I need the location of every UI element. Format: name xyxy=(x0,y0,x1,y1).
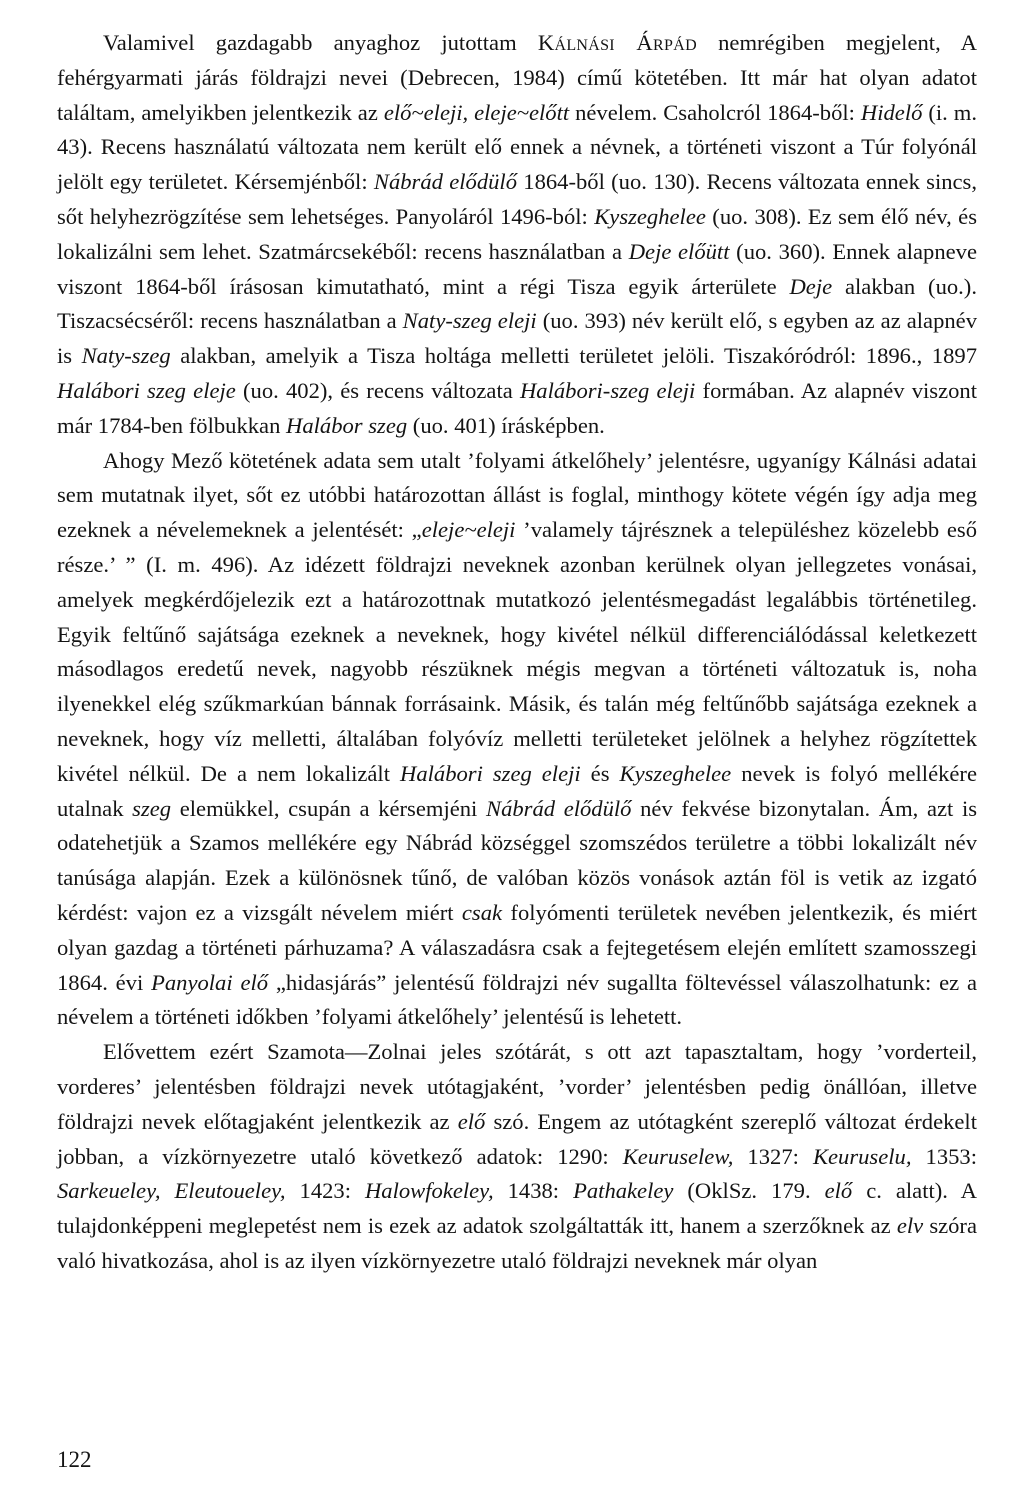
text-run: formában. Az alapnév viszont már 1784-ben fölbukkan xyxy=(57,377,978,438)
text-run: szóra való hivatkozása, ahol is az ilyen vízkörnyezetre utaló földrajzi neveknek már olyan xyxy=(57,1213,977,1273)
text-run: Elővettem ezért Szamota—Zolnai jeles szótárát, s ott azt tapasztaltam, hogy ’vorderteil, vorderes’ jelentésben földrajzi nevek utótagjaként, ’vorder’ jelentésben pedig önállóan, illetve földrajzi nevek előtagjaként jelentkezik az xyxy=(57,1039,977,1134)
text-run: (uo. 402), és recens változata xyxy=(235,377,520,403)
italic-term: elő~eleji, eleje~előtt xyxy=(383,99,570,125)
italic-term: Panyolai elő xyxy=(151,969,269,995)
text-run: szó. Engem az utótagként szereplő változat érdekelt jobban, a vízkörnyezetre utaló következő adatok: 1290: xyxy=(57,1108,977,1169)
text-run: 1864-ből (uo. 130). Recens változata ennek sincs, sőt helyhezrögzítése sem lehetséges. Panyoláról 1496-ból: xyxy=(57,169,977,229)
italic-term: elő xyxy=(457,1108,486,1134)
italic-term: Naty-szeg eleji xyxy=(402,308,537,334)
text-run: és xyxy=(580,760,620,786)
italic-term: Sarkeueley, Eleutoueley, xyxy=(57,1178,286,1204)
text-run: 1327: xyxy=(733,1143,813,1169)
text-run: (i. m. 43). Recens használatú változata nem került elő ennek a névnek, a történeti viszont a Túr folyónál jelölt egy területet. Kérsemjénből: xyxy=(57,99,977,195)
italic-term: Keuruselew, xyxy=(622,1143,734,1169)
italic-term: Halábori szeg eleji xyxy=(400,760,581,786)
text-run: név fekvése bizonytalan. Ám, azt is odatehetjük a Szamos mellékére egy Nábrád községgel szomszédos területre a többi lokalizált név tanúsága alapján. Ezek a különösnek tűnő, de valóban közös vonások aztán föl is vetik az izgató kérdést: vajon ez a vizsgált névelem miért xyxy=(57,795,978,925)
page-body xyxy=(57,26,977,1279)
italic-term: Hidelő xyxy=(860,99,923,125)
italic-term: Nábrád elődülő xyxy=(373,169,517,195)
italic-term: Halowfokeley, xyxy=(364,1178,494,1204)
italic-term: elv xyxy=(896,1213,924,1239)
text-run: alakban, amelyik a Tisza holtága melletti területet jelöli. Tiszakóródról: 1896., 1897 xyxy=(170,343,977,369)
italic-term: Kyszeghelee xyxy=(594,203,706,229)
page-number: 122 xyxy=(57,1447,92,1472)
text-run: elemükkel, csupán a kérsemjéni xyxy=(171,795,486,821)
paragraph-2 xyxy=(57,444,977,1036)
italic-term: Halábor szeg xyxy=(286,412,408,438)
italic-term: csak xyxy=(461,899,503,925)
italic-term: Keuruselu, xyxy=(812,1143,912,1169)
text-run: Ahogy Mező kötetének adata sem utalt ’folyami átkelőhely’ jelentésre, ugyanígy Kálnási adatai sem mutatnak ilyet, sőt ez utóbbi határozottan állást is foglal, minthogy kötete végén így adja meg ezeknek a névelemeknek a jelentését: „ xyxy=(57,447,977,543)
author-name: Kálnási Árpád xyxy=(537,30,697,55)
text-run: folyómenti területek nevében jelentkezik, és miért olyan gazdag a történeti párhuzama? A válaszadásra csak a fejtegetésem elején említett szamosszegi 1864. évi xyxy=(57,899,978,995)
text-run: alakban (uo.). Tiszacsécséről: recens használatban a xyxy=(57,273,977,334)
italic-term: elő xyxy=(824,1178,853,1204)
paragraph-3 xyxy=(57,1035,977,1279)
italic-term: szeg xyxy=(132,795,172,821)
text-run: 1438: xyxy=(493,1178,574,1204)
text-run: névelem. Csaholcról 1864-ből: xyxy=(569,99,861,125)
text-run: nemrégiben megjelent, A fehérgyarmati járás földrajzi nevei (Debrecen, 1984) című kötetében. Itt már hat olyan adatot találtam, amelyikben jelentkezik az xyxy=(57,30,977,125)
italic-term: Halábori szeg eleje xyxy=(57,377,236,403)
italic-term: Deje előütt xyxy=(628,238,730,264)
paragraph-1 xyxy=(57,26,977,444)
italic-term: eleje~eleji xyxy=(421,517,516,543)
italic-term: Nábrád elődülő xyxy=(486,795,632,821)
text-run: (uo. 393) név került elő, s egyben az az alapnév is xyxy=(57,308,977,369)
italic-term: Deje xyxy=(789,273,833,299)
italic-term: Halábori-szeg eleji xyxy=(519,377,696,403)
italic-term: Naty-szeg xyxy=(81,343,171,369)
text-run: „hidasjárás” jelentésű földrajzi név sugallta föltevéssel válaszolhatunk: ez a névelem a történeti időkben ’folyami átkelőhely’ jelentésű is lehetett. xyxy=(57,969,977,1030)
text-run: 1353: xyxy=(911,1143,977,1169)
text-run: ’valamely tájrésznek a településhez közelebb eső része.’ ” (I. m. 496). Az idézett földrajzi neveknek azonban kerülnek olyan jellegzetes vonásai, amelyek megkérdőjelezik ezt a határozottnak mutatkozó jelentésmegadást legalábbis történetileg. Egyik feltűnő sajátsága ezeknek a neveknek, hogy kivétel nélkül differenciálódással keletkezett másodlagos eredetű nevek, nagyobb részüknek mégis megvan a történeti változatuk is, noha ilyenekkel elég szűkmarkúan bánnak forrásaink. Másik, és talán még feltűnőbb sajátsága ezeknek a neveknek, hogy víz melletti, általában folyóvíz melletti területeket jelölnek a helyhez rögzítettek kivétel nélkül. De a nem lokalizált xyxy=(57,517,977,786)
text-run: (uo. 360). Ennek alapneve viszont 1864-ből írásosan kimutatható, mint a régi Tisza egyik árterülete xyxy=(57,238,977,299)
text-run: (OklSz. 179. xyxy=(673,1178,825,1204)
italic-term: Kyszeghelee xyxy=(619,760,732,786)
italic-term: Pathakeley xyxy=(573,1178,674,1204)
text-run: c. alatt). A tulajdonképpeni meglepetést nem is ezek az adatok szolgáltatták itt, hanem a szerzőknek az xyxy=(57,1178,977,1239)
text-run: Valamivel gazdagabb anyaghoz jutottam xyxy=(103,30,538,55)
text-run: (uo. 401) írásképben. xyxy=(407,412,605,438)
text-run: (uo. 308). Ez sem élő név, és lokalizálni sem lehet. Szatmárcsekéből: recens használatban a xyxy=(57,203,977,264)
text-run: nevek is folyó mellékére utalnak xyxy=(57,760,977,821)
text-run: 1423: xyxy=(285,1178,365,1204)
